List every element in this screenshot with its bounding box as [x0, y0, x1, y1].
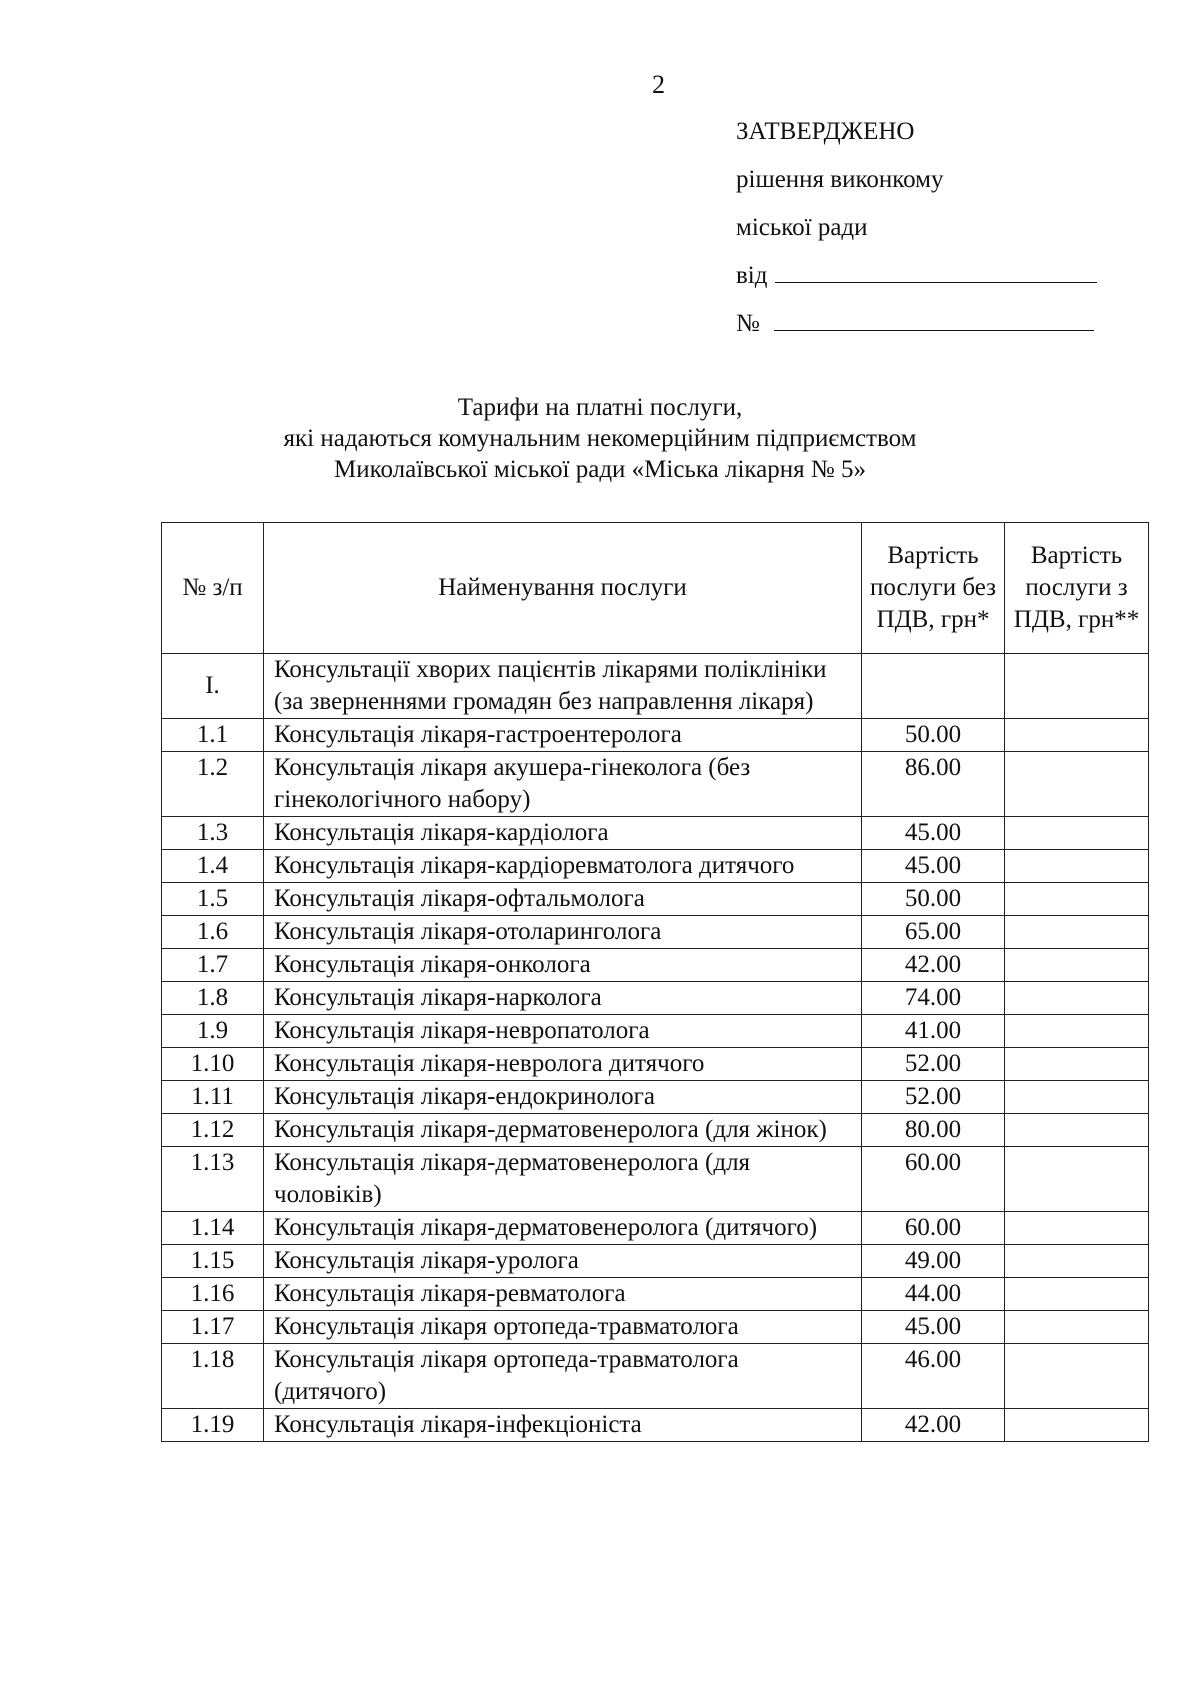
row-num: 1.12: [162, 1114, 264, 1147]
table-row: [162, 1048, 1149, 1081]
row-price-vat: [1005, 1015, 1149, 1048]
table-row: [162, 1081, 1149, 1114]
row-num: 1.4: [162, 850, 264, 883]
row-name: Консультація лікаря-уролога: [264, 1245, 862, 1278]
row-name: Консультація лікаря-отоларинголога: [264, 916, 862, 949]
row-name: Консультація лікаря-ендокринолога: [264, 1081, 862, 1114]
table-row: [162, 719, 1149, 752]
section-num: I.: [162, 654, 264, 719]
table-row: [162, 817, 1149, 850]
table-row: [162, 1147, 1149, 1212]
table-row: [162, 1311, 1149, 1344]
title-line-1: Тарифи на платні послуги,: [457, 394, 743, 421]
row-num: 1.11: [162, 1081, 264, 1114]
row-price-vat: [1005, 1147, 1149, 1212]
row-num: 1.15: [162, 1245, 264, 1278]
approval-number-line: [736, 306, 1097, 354]
section-price: [862, 654, 1005, 719]
table-row: [162, 1015, 1149, 1048]
page-number: 2: [652, 70, 665, 99]
row-name: Консультація лікаря-гастроентеролога: [264, 719, 862, 752]
approval-date-blank: [775, 260, 1097, 283]
table-row: [162, 1409, 1149, 1442]
table-row: [162, 850, 1149, 883]
table-row: [162, 1278, 1149, 1311]
table-row: [162, 949, 1149, 982]
row-price-vat: [1005, 1048, 1149, 1081]
title-line-2: які надаються комунальним некомерційним підприємством: [283, 425, 917, 452]
table-row: [162, 982, 1149, 1015]
table-row: [162, 1114, 1149, 1147]
header-price-vat: Вартість послуги з ПДВ, грн**: [1005, 523, 1149, 654]
header-num: № з/п: [162, 523, 264, 654]
row-price-vat: [1005, 817, 1149, 850]
row-name: Консультація лікаря-невропатолога: [264, 1015, 862, 1048]
row-name: Консультація лікаря-інфекціоніста: [264, 1409, 862, 1442]
table-header-row: [162, 523, 1149, 654]
row-num: 1.13: [162, 1147, 264, 1212]
row-name: Консультація лікаря-нарколога: [264, 982, 862, 1015]
row-num: 1.8: [162, 982, 264, 1015]
row-price: 50.00: [862, 719, 1005, 752]
row-price-vat: [1005, 1212, 1149, 1245]
row-name: Консультація лікаря ортопеда-травматолога (дитячого): [264, 1344, 862, 1409]
row-num: 1.16: [162, 1278, 264, 1311]
header-name: Найменування послуги: [264, 523, 862, 654]
row-num: 1.17: [162, 1311, 264, 1344]
header-price: Вартість послуги без ПДВ, грн*: [862, 523, 1005, 654]
row-price-vat: [1005, 1311, 1149, 1344]
row-price: 41.00: [862, 1015, 1005, 1048]
row-price-vat: [1005, 1114, 1149, 1147]
document-title: [0, 392, 1200, 485]
approval-line-1: рішення виконкому: [736, 166, 944, 193]
section-price-vat: [1005, 654, 1149, 719]
row-name: Консультація лікаря-кардіолога: [264, 817, 862, 850]
row-price: 52.00: [862, 1081, 1005, 1114]
row-name: Консультація лікаря-невролога дитячого: [264, 1048, 862, 1081]
row-name: Консультація лікаря-дерматовенеролога (для жінок): [264, 1114, 862, 1147]
row-price-vat: [1005, 949, 1149, 982]
row-num: 1.19: [162, 1409, 264, 1442]
row-num: 1.9: [162, 1015, 264, 1048]
row-price: 60.00: [862, 1212, 1005, 1245]
row-price-vat: [1005, 850, 1149, 883]
row-price: 46.00: [862, 1344, 1005, 1409]
row-price-vat: [1005, 752, 1149, 817]
row-price: 45.00: [862, 850, 1005, 883]
row-name: Консультація лікаря ортопеда-травматолога: [264, 1311, 862, 1344]
row-name: Консультація лікаря-офтальмолога: [264, 883, 862, 916]
row-price: 80.00: [862, 1114, 1005, 1147]
row-price-vat: [1005, 1344, 1149, 1409]
approval-heading: ЗАТВЕРДЖЕНО: [736, 118, 915, 145]
row-price: 45.00: [862, 1311, 1005, 1344]
row-name: Консультація лікаря-ревматолога: [264, 1278, 862, 1311]
row-price-vat: [1005, 1245, 1149, 1278]
row-price-vat: [1005, 1081, 1149, 1114]
row-num: 1.5: [162, 883, 264, 916]
row-price-vat: [1005, 916, 1149, 949]
row-price: 42.00: [862, 949, 1005, 982]
row-price: 74.00: [862, 982, 1005, 1015]
row-name: Консультація лікаря-дерматовенеролога (дитячого): [264, 1212, 862, 1245]
row-price: 52.00: [862, 1048, 1005, 1081]
row-name: Консультація лікаря акушера-гінеколога (без гінекологічного набору): [264, 752, 862, 817]
row-price: 60.00: [862, 1147, 1005, 1212]
row-num: 1.1: [162, 719, 264, 752]
row-price-vat: [1005, 883, 1149, 916]
row-price-vat: [1005, 982, 1149, 1015]
row-price: 86.00: [862, 752, 1005, 817]
row-price: 49.00: [862, 1245, 1005, 1278]
row-name: Консультація лікаря-онколога: [264, 949, 862, 982]
approval-date-line: [736, 258, 1097, 306]
table-row: [162, 1212, 1149, 1245]
row-num: 1.2: [162, 752, 264, 817]
row-price: 45.00: [862, 817, 1005, 850]
approval-number-label: №: [736, 310, 760, 337]
row-name: Консультація лікаря-кардіоревматолога дитячого: [264, 850, 862, 883]
approval-number-blank: [774, 308, 1094, 331]
row-num: 1.18: [162, 1344, 264, 1409]
row-price-vat: [1005, 1278, 1149, 1311]
tariffs-table: [161, 522, 1149, 1442]
approval-block: [736, 114, 1097, 354]
approval-date-label: від: [736, 262, 768, 289]
row-price-vat: [1005, 719, 1149, 752]
row-price: 44.00: [862, 1278, 1005, 1311]
row-num: 1.10: [162, 1048, 264, 1081]
approval-line-2: міської ради: [736, 214, 868, 241]
table-row: [162, 752, 1149, 817]
row-num: 1.7: [162, 949, 264, 982]
table-row: [162, 1344, 1149, 1409]
row-price-vat: [1005, 1409, 1149, 1442]
row-price: 42.00: [862, 1409, 1005, 1442]
table-row: [162, 916, 1149, 949]
section-row: [162, 654, 1149, 719]
section-name: Консультації хворих пацієнтів лікарями поліклініки (за зверненнями громадян без направлення лікаря): [264, 654, 862, 719]
row-price: 50.00: [862, 883, 1005, 916]
row-price: 65.00: [862, 916, 1005, 949]
table-row: [162, 883, 1149, 916]
row-num: 1.6: [162, 916, 264, 949]
title-line-3: Миколаївської міської ради «Міська лікарня № 5»: [334, 456, 866, 483]
row-num: 1.3: [162, 817, 264, 850]
table-row: [162, 1245, 1149, 1278]
row-num: 1.14: [162, 1212, 264, 1245]
row-name: Консультація лікаря-дерматовенеролога (для чоловіків): [264, 1147, 862, 1212]
